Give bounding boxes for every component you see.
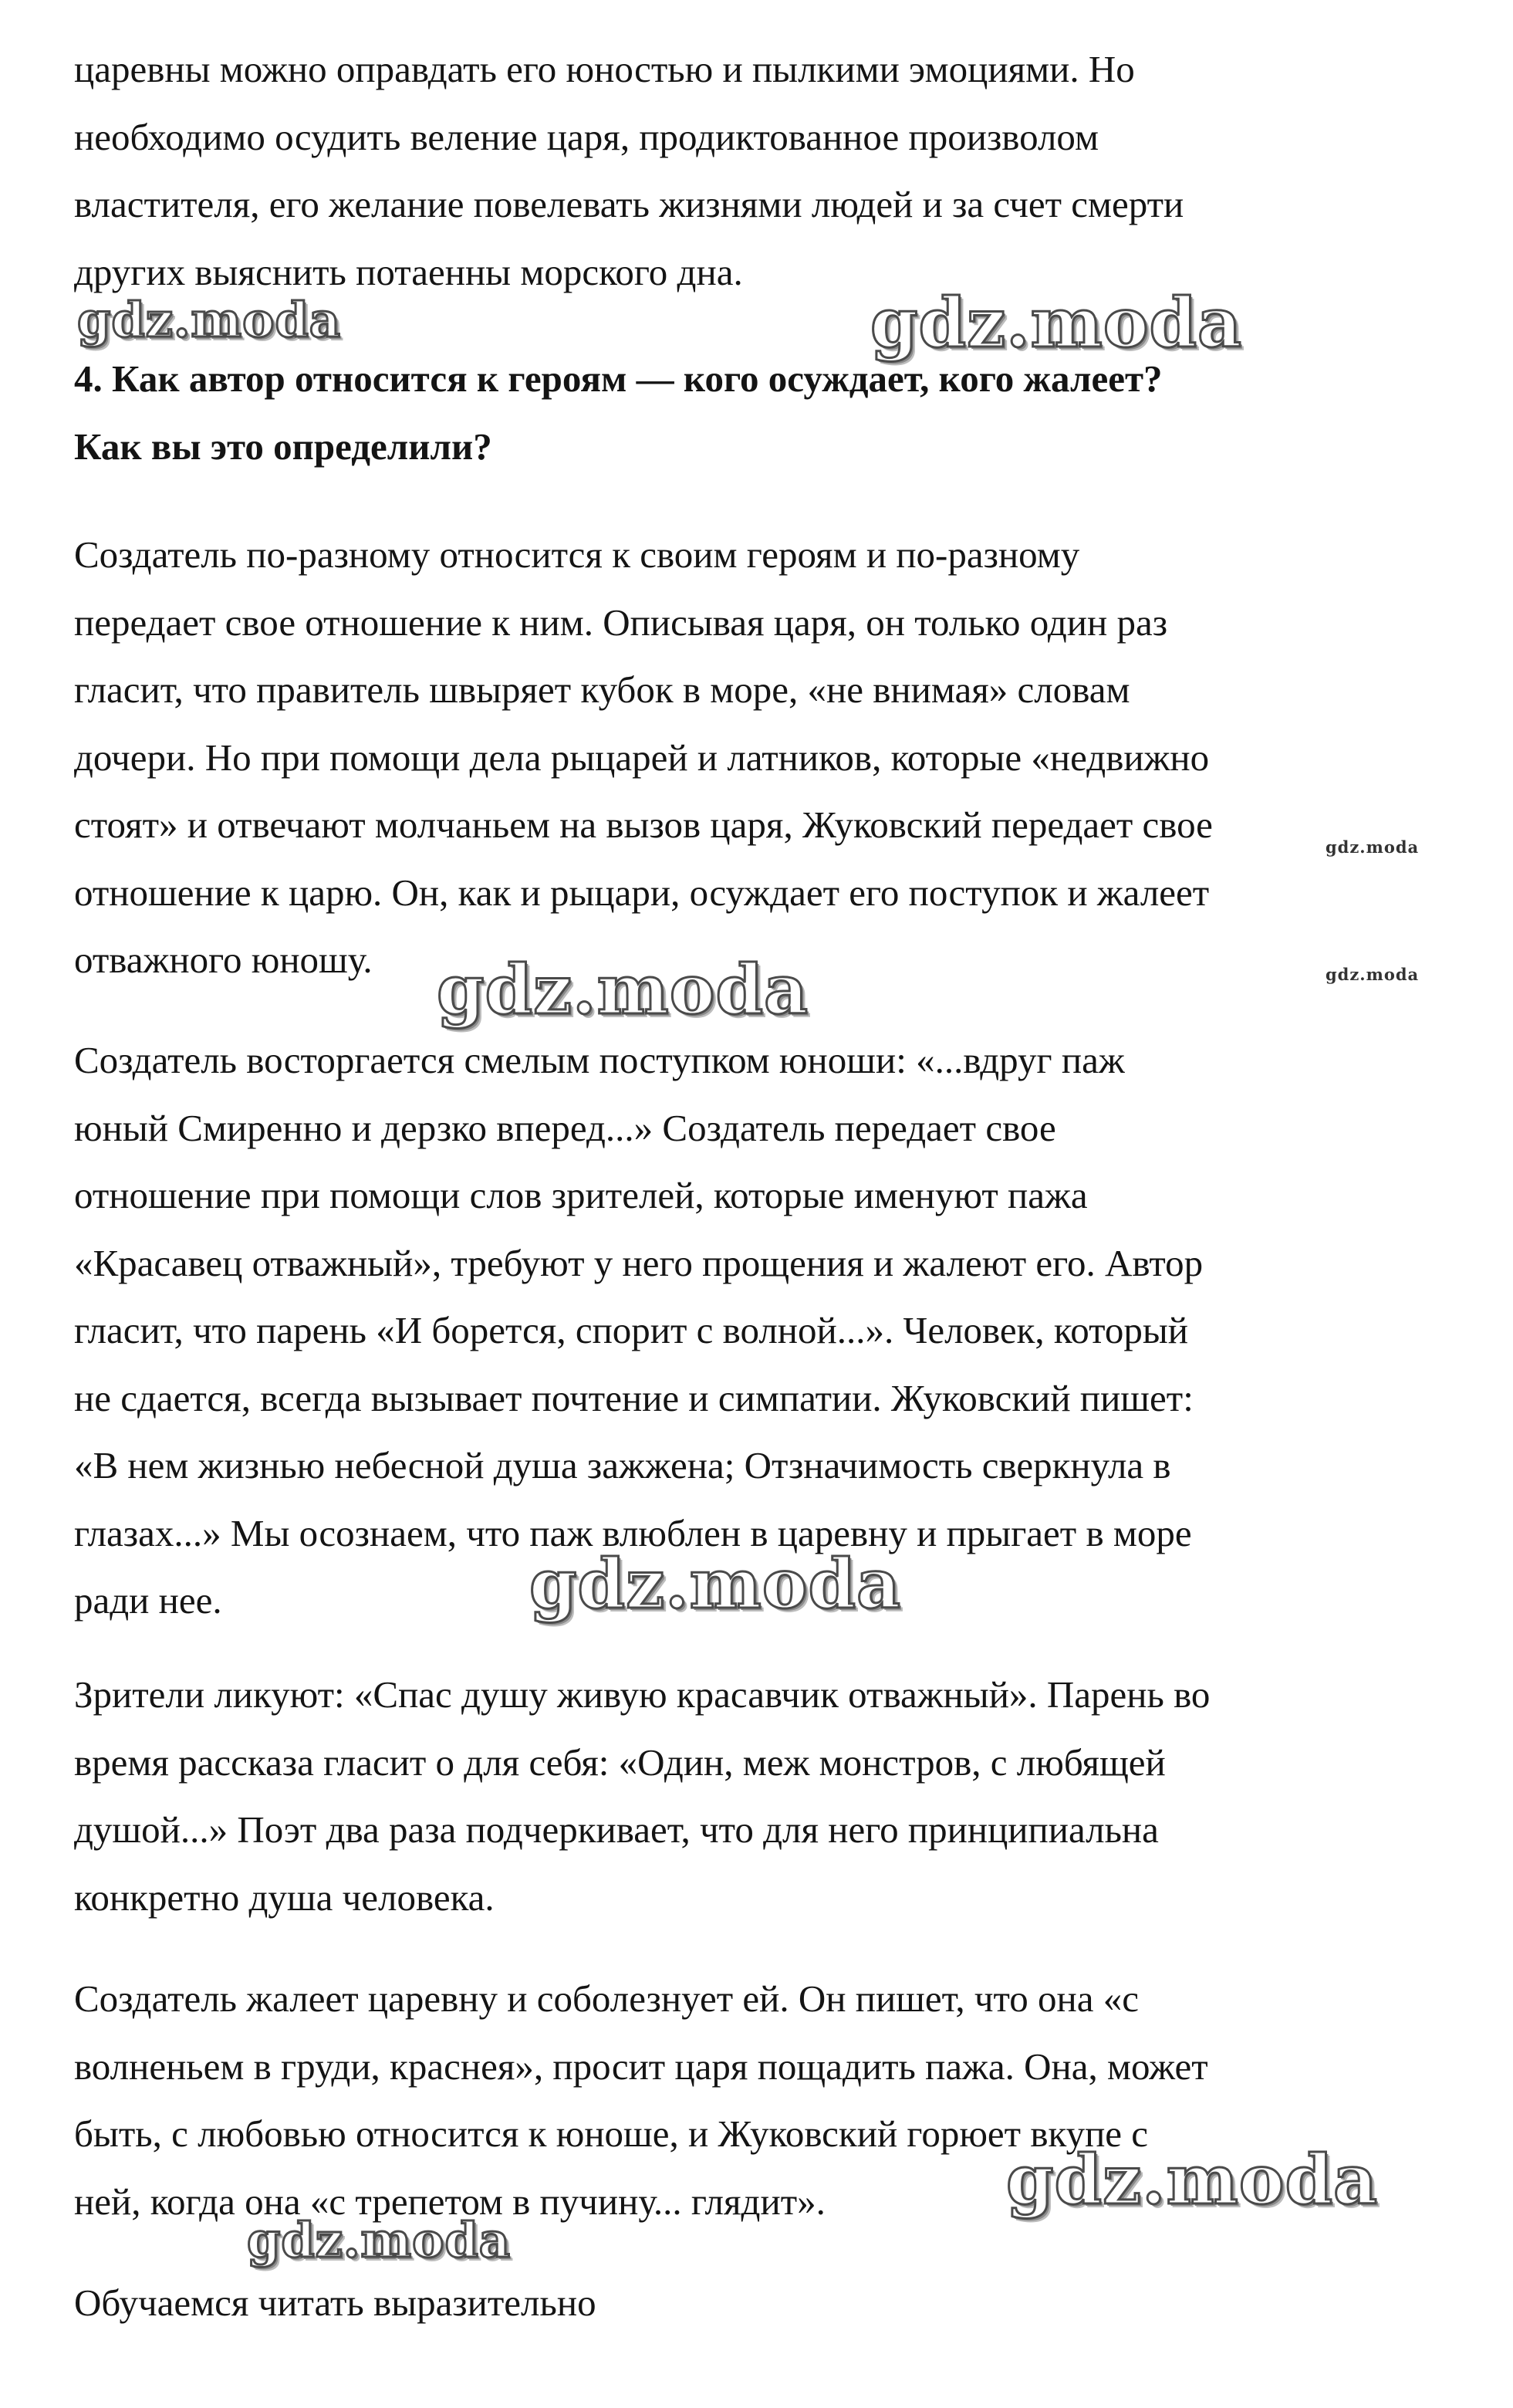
watermark: gdz.moda (529, 1544, 902, 1624)
section-heading: Обучаемся читать выразительно (74, 2281, 596, 2324)
answer-paragraph-4: Создатель жалеет царевну и соболезнует ей. Он пишет, что она «с волненьем в груди, краснея», просит царя пощадить пажа. Она, может быть, с любовью относится к юноше, и Жуковский горюет вкупе с ней, когда она «с трепетом в пучину... глядит». (74, 1977, 1208, 2223)
answer-paragraph-3: Зрители ликуют: «Спас душу живую красавчик отважный». Парень во время рассказа гласит о для себя: «Один, меж монстров, с любящей душой...» Поэт два раза подчеркивает, что для него принципиальна конкретно душа человека. (74, 1673, 1211, 1919)
answer-paragraph-1: Создатель по-разному относится к своим героям и по-разному передает свое отношение к ним. Описывая царя, он только один раз гласит, что правитель швыряет кубок в море, «не внимая» словам дочери. Но при помощи дела рыцарей и латников, которые «недвижно стоят» и отвечают молчаньем на вызов царя, Жуковский передает свое отношение к царю. Он, как и рыцари, осуждает его поступок и жалеет отважного юношу. (74, 533, 1213, 981)
watermark: gdz.moda (1326, 965, 1420, 984)
intro-paragraph: царевны можно оправдать его юностью и пылкими эмоциями. Но необходимо осудить веление царя, продиктованное произволом властителя, его желание повелевать жизнями людей и за счет смерти других выяснить потаенны морского дна. (74, 48, 1184, 293)
question-heading: 4. Как автор относится к героям — кого осуждает, кого жалеет? Как вы это определили? (74, 357, 1163, 468)
answer-paragraph-2: Создатель восторгается смелым поступком юноши: «...вдруг паж юный Смиренно и дерзко вперед...» Создатель передает свое отношение при помощи слов зрителей, которые именуют пажа «Красавец отважный», требуют у него прощения и жалеют его. Автор гласит, что парень «И борется, спорит с волной...». Человек, который не сдается, всегда вызывает почтение и симпатии. Жуковский пишет: «В нем жизнью небесной душа зажжена; Отзначимость сверкнула в глазах...» Мы осознаем, что паж влюблен в царевну и прыгает в море ради нее. (74, 1039, 1204, 1622)
watermark: gdz.moda (1006, 2139, 1379, 2220)
watermark: gdz.moda (77, 292, 341, 348)
watermark: gdz.moda (437, 949, 809, 1030)
watermark: gdz.moda (1326, 837, 1420, 857)
watermark: gdz.moda (247, 2212, 511, 2268)
watermark: gdz.moda (870, 282, 1243, 363)
